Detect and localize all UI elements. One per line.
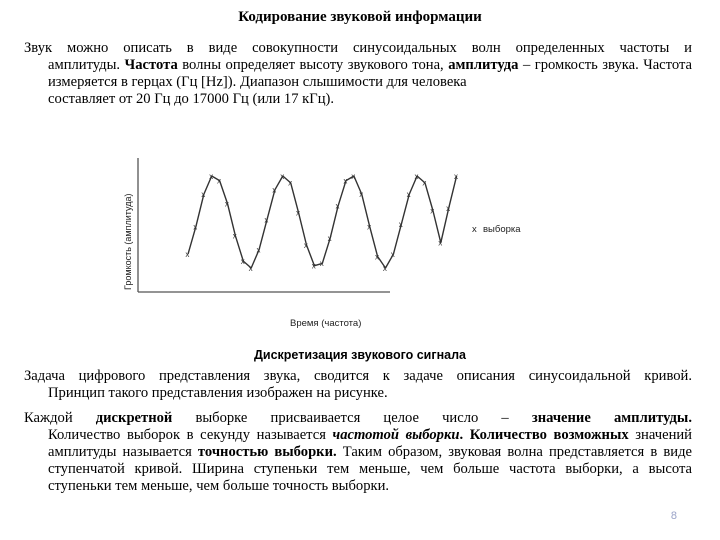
sample-paragraph — [24, 410, 692, 495]
sample-point: x — [209, 171, 214, 181]
task-paragraph — [24, 368, 692, 402]
sample-point: x — [343, 176, 348, 186]
figure-caption: Дискретизация звукового сигнала — [254, 348, 466, 362]
sample-point: x — [390, 250, 395, 259]
wave-line — [188, 176, 457, 268]
sample-point: x — [454, 171, 458, 181]
page-number: 8 — [670, 510, 677, 522]
intro-text: амплитуды. — [48, 57, 125, 73]
legend-label: выборка — [483, 224, 521, 235]
intro-text: волны определяет высоту звукового тона, — [177, 57, 449, 73]
sample-text: частота выборки, а высота ступеньки тем меньше, чем больше точность выборки. — [48, 461, 692, 494]
sample-text: Количество выборок в секунду называется — [48, 427, 333, 443]
sample-point: x — [217, 176, 221, 186]
sample-point: x — [248, 263, 253, 273]
x-axis-label: Время (частота) — [290, 318, 362, 329]
sample-point: x — [351, 171, 356, 181]
legend-marker: x — [472, 224, 477, 235]
page-title: Кодирование звуковой информации — [238, 9, 482, 25]
sample-point: x — [438, 238, 443, 248]
sample-point: x — [319, 259, 324, 269]
sample-text: значений амплитуды называется — [48, 427, 692, 460]
sample-point: x — [382, 263, 387, 273]
sample-point: x — [201, 190, 206, 200]
sample-text: представляется в виде ступенчатой кривой. Ширина ступеньки тем меньше, чем больше — [48, 444, 692, 477]
term-sampling-rate: частотой выборки — [332, 427, 460, 443]
sampling-chart — [120, 150, 521, 350]
intro-text: звука. Частота измеряется в герцах (Гц [Hz]). Диапазон слышимости для человека — [48, 57, 692, 90]
sample-point: x — [327, 233, 332, 243]
sample-text: выборке присваивается целое число – — [172, 410, 532, 426]
sample-point: x — [224, 199, 229, 209]
sample-line-1 — [24, 410, 692, 427]
sample-point: x — [296, 208, 300, 218]
term-sampling-precision: точностью выборки. — [197, 444, 337, 460]
sample-text: Каждой — [24, 410, 96, 426]
sample-point: x — [272, 185, 277, 195]
y-axis-label: Громкость (амплитуда) — [123, 193, 133, 290]
intro-lines — [24, 57, 692, 91]
sample-point: x — [256, 245, 261, 255]
sample-lines — [24, 427, 692, 495]
sample-text: Таким образом, звуковая волна — [336, 444, 543, 460]
sample-point: x — [359, 190, 364, 200]
sample-point: x — [193, 222, 198, 232]
sample-point: x — [367, 222, 372, 232]
sample-point: x — [240, 256, 245, 266]
term-frequency: Частота — [124, 57, 178, 73]
sample-point: x — [398, 220, 403, 230]
sample-point: x — [280, 171, 285, 181]
sample-point: x — [335, 201, 340, 211]
sample-point: x — [414, 171, 419, 181]
intro-line-1: Звук можно описать в виде совокупности синусоидальных волн определенных частоты и — [24, 40, 692, 56]
sample-point: x — [303, 240, 308, 250]
sampling-figure — [120, 150, 521, 350]
sample-point: x — [264, 215, 269, 225]
task-line-2: Принцип такого представления изображен на рисунке. — [48, 385, 388, 401]
intro-text: – громкость — [518, 57, 598, 73]
term-amplitude-value: значение амплитуды. — [531, 410, 692, 426]
sample-point: x — [422, 178, 427, 188]
intro-paragraph — [24, 40, 692, 108]
sample-point: x — [185, 250, 190, 259]
task-line-1: Задача цифрового представления звука, сводится к задаче описания синусоидальной кривой. — [24, 368, 692, 384]
term-amplitude: амплитуда — [448, 57, 519, 73]
sample-point: x — [232, 231, 237, 241]
sample-point: x — [311, 261, 316, 271]
sample-point: x — [375, 252, 379, 262]
sample-point: x — [446, 204, 451, 213]
sample-point: x — [406, 190, 411, 200]
sample-text: . Количество возможных — [459, 427, 629, 443]
term-discrete: дискретной — [95, 410, 173, 426]
sample-point: x — [288, 178, 293, 188]
sample-point: x — [430, 206, 435, 216]
intro-line-4: составляет от 20 Гц до 17000 Гц (или 17 кГц). — [48, 91, 335, 107]
